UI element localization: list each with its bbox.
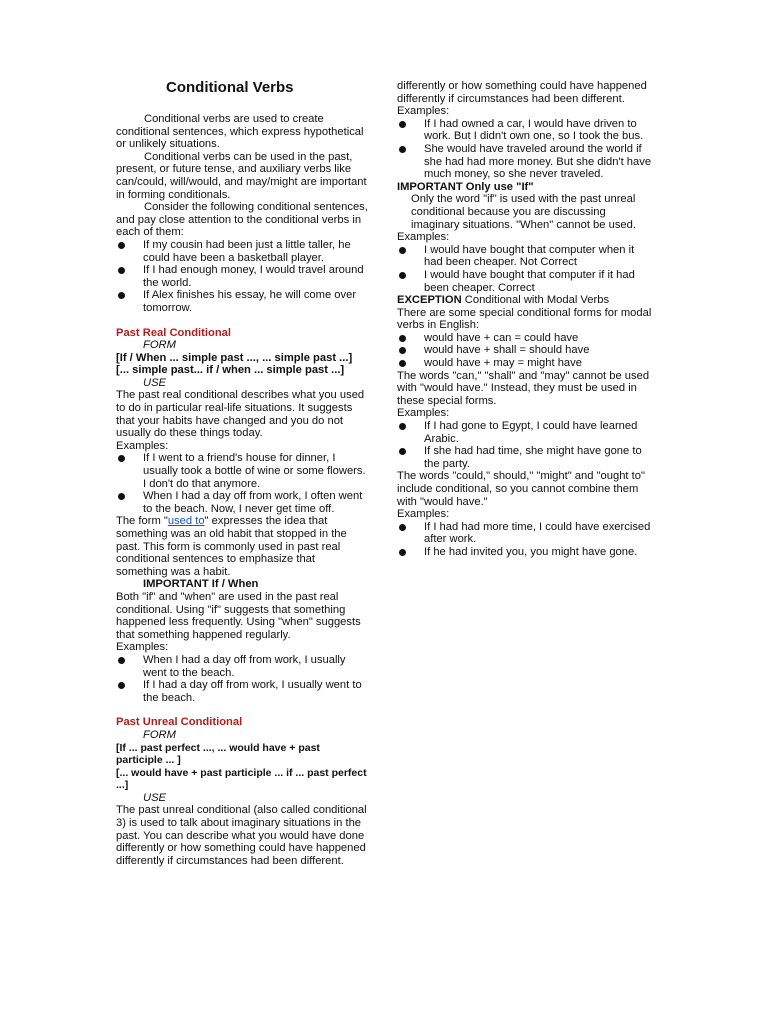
bullet-icon [118, 657, 125, 664]
list-item: If I had owned a car, I would have driven to work. But I didn't own one, so I took the bus. [397, 118, 653, 143]
form-pattern-1: [If / When ... simple past ..., ... simple past ...] [116, 351, 353, 364]
exception-note-2: The words "could," should," "might" and "ought to" include conditional, so you cannot combine them with "would have." [397, 470, 645, 508]
important-text: Both "if" and "when" are used in the past real conditional. Using "if" suggests that something happened less frequently. Using "when" suggests that something happened regularly. [116, 590, 361, 641]
exception-heading: EXCEPTION Conditional with Modal Verbs [397, 294, 610, 307]
right-column [397, 80, 653, 559]
examples-list [116, 452, 368, 515]
past-real-heading: Past Real Conditional [116, 326, 231, 339]
form-label: FORM [143, 339, 176, 352]
examples-label: Examples: [397, 407, 450, 420]
list-item: would have + shall = should have [397, 344, 653, 357]
examples-label: Examples: [116, 439, 169, 452]
important-text: Only the word "if" is used with the past unreal conditional because you are discussing imaginary situations. "When" cannot be used. [411, 193, 636, 231]
list-item: I would have bought that computer when it had been cheaper. Not Correct [397, 244, 653, 269]
form-label: FORM [143, 728, 176, 741]
important-heading: IMPORTANT Only use "If" [397, 180, 534, 193]
use-text: The past real conditional describes what you used to do in particular real-life situations. It suggests that your habits have changed and you do not usually do these things today. [116, 389, 365, 440]
list-item: If Alex finishes his essay, he will come over tomorrow. [116, 289, 368, 314]
modal-forms-list [397, 332, 653, 370]
use-label: USE [143, 791, 167, 804]
examples-list [397, 521, 653, 559]
page-title: Conditional Verbs [166, 79, 294, 96]
bullet-icon [399, 347, 406, 354]
bullet-icon [118, 493, 125, 500]
bullet-icon [399, 423, 406, 430]
used-to-link[interactable]: used to [167, 515, 205, 528]
examples-list [116, 654, 368, 704]
list-item: I would have bought that computer if it had been cheaper. Correct [397, 269, 653, 294]
use-text: The past unreal conditional (also called conditional 3) is used to talk about imaginary situations in the past. You can describe what you would have done differently or how something could have happened differently if circumstances had been different. [116, 804, 367, 867]
list-item: If he had invited you, you might have gone. [397, 546, 653, 559]
bullet-icon [399, 524, 406, 531]
list-item: If she had had time, she might have gone to the party. [397, 445, 653, 470]
use-label: USE [143, 376, 167, 389]
intro-paragraph-2: Conditional verbs can be used in the past, present, or future tense, and auxiliary verbs like can/could, will/would, and may/might are important in forming conditionals. [116, 150, 367, 201]
list-item: If I had gone to Egypt, I could have learned Arabic. [397, 420, 653, 445]
list-item: If I had enough money, I would travel around the world. [116, 264, 368, 289]
form-pattern-2: [... would have + past participle ... if ... past perfect ...] [116, 766, 367, 792]
bullet-icon [399, 146, 406, 153]
use-text-continued: differently or how something could have happened differently if circumstances had been different. [397, 80, 647, 105]
examples-label: Examples: [397, 231, 450, 244]
bullet-icon [118, 267, 125, 274]
examples-label: Examples: [116, 641, 169, 654]
examples-list [397, 118, 653, 181]
left-column [116, 113, 368, 867]
form-note: The form "used to" expresses the idea that something was an old habit that stopped in the past. This form is commonly used in past real conditional sentences to emphasize that something was a habit. [116, 515, 347, 578]
bullet-icon [399, 549, 406, 556]
bullet-icon [399, 335, 406, 342]
bullet-icon [118, 242, 125, 249]
examples-list [397, 420, 653, 470]
bullet-icon [399, 121, 406, 128]
bullet-icon [399, 360, 406, 367]
examples-list [397, 244, 653, 294]
list-item: When I had a day off from work, I usually went to the beach. [116, 654, 368, 679]
bullet-icon [399, 247, 406, 254]
intro-paragraph-3: Consider the following conditional sentences, and pay close attention to the conditional verbs in each of them: [116, 201, 368, 239]
list-item: If I had had more time, I could have exercised after work. [397, 521, 653, 546]
bullet-icon [118, 682, 125, 689]
list-item: would have + can = could have [397, 332, 653, 345]
bullet-icon [399, 272, 406, 279]
bullet-icon [399, 448, 406, 455]
examples-label: Examples: [397, 105, 450, 118]
list-item: If my cousin had been just a little taller, he could have been a basketball player. [116, 239, 368, 264]
form-pattern-1: [If ... past perfect ..., ... would have + past participle ... ] [116, 741, 320, 767]
bullet-icon [118, 292, 125, 299]
past-unreal-heading: Past Unreal Conditional [116, 716, 243, 729]
exception-intro: There are some special conditional forms for modal verbs in English: [397, 306, 652, 332]
list-item: She would have traveled around the world if she had had more money. But she didn't have much money, so she never traveled. [397, 143, 653, 181]
exception-note-1: The words "can," "shall" and "may" cannot be used with "would have." Instead, they must be used in these special forms. [397, 369, 650, 407]
examples-label: Examples: [397, 508, 450, 521]
list-item: would have + may = might have [397, 357, 653, 370]
intro-bullet-list [116, 239, 368, 315]
list-item: If I had a day off from work, I usually went to the beach. [116, 679, 368, 704]
list-item: When I had a day off from work, I often went to the beach. Now, I never get time off. [116, 490, 368, 515]
important-heading: IMPORTANT If / When [143, 578, 259, 591]
intro-paragraph-1: Conditional verbs are used to create conditional sentences, which express hypothetical or unlikely situations. [116, 113, 364, 151]
list-item: If I went to a friend's house for dinner, I usually took a bottle of wine or some flowers. I don't do that anymore. [116, 452, 368, 490]
bullet-icon [118, 455, 125, 462]
form-pattern-2: [... simple past... if / when ... simple past ...] [116, 364, 345, 377]
